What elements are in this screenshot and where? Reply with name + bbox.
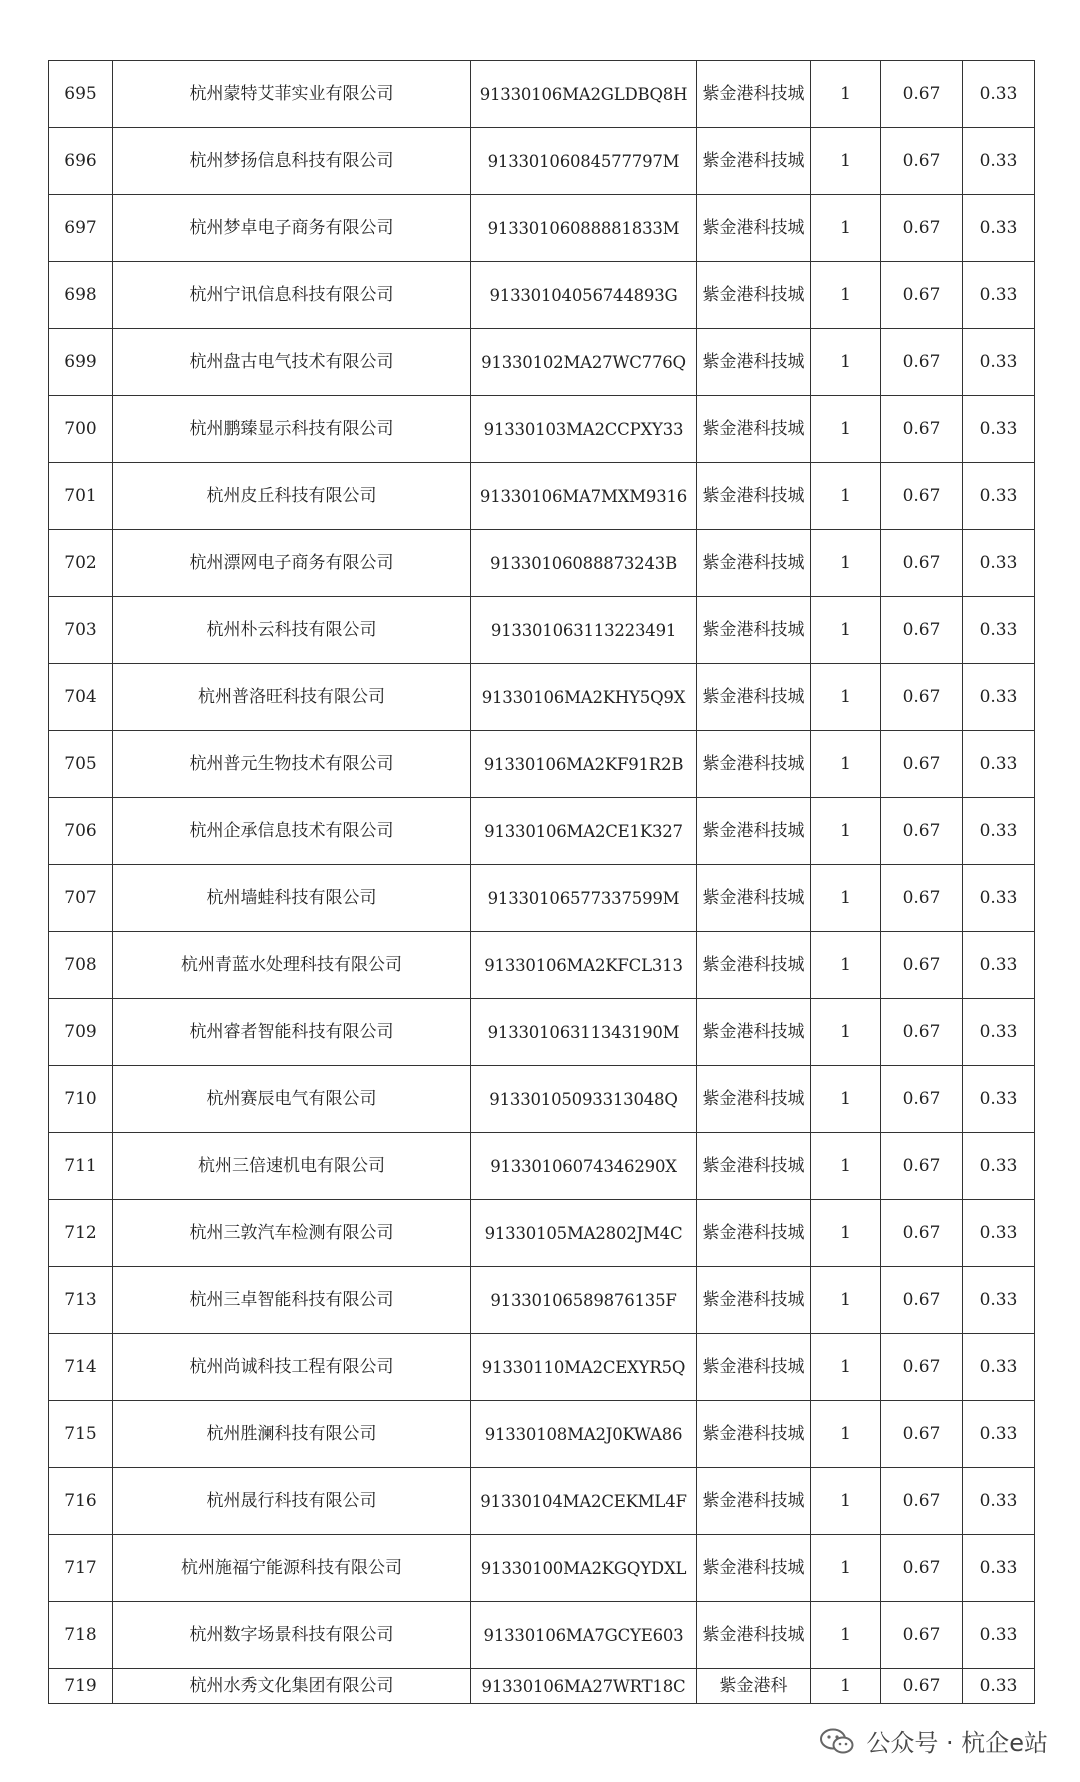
cell-zone: 紫金港科技城 bbox=[697, 1535, 811, 1602]
cell-number: 701 bbox=[49, 463, 113, 530]
cell-zone: 紫金港科技城 bbox=[697, 262, 811, 329]
cell-credit-code: 91330102MA27WC776Q bbox=[471, 329, 697, 396]
cell-value-1: 0.67 bbox=[881, 1066, 963, 1133]
cell-company-name: 杭州三卓智能科技有限公司 bbox=[113, 1267, 471, 1334]
cell-count: 1 bbox=[811, 999, 881, 1066]
cell-number: 695 bbox=[49, 61, 113, 128]
cell-number: 714 bbox=[49, 1334, 113, 1401]
cell-count: 1 bbox=[811, 1334, 881, 1401]
cell-value-1: 0.67 bbox=[881, 597, 963, 664]
cell-company-name: 杭州朴云科技有限公司 bbox=[113, 597, 471, 664]
cell-company-name: 杭州睿者智能科技有限公司 bbox=[113, 999, 471, 1066]
cell-company-name: 杭州三敦汽车检测有限公司 bbox=[113, 1200, 471, 1267]
table-row bbox=[49, 1401, 1035, 1468]
cell-zone: 紫金港科技城 bbox=[697, 1200, 811, 1267]
table-row bbox=[49, 664, 1035, 731]
cell-count: 1 bbox=[811, 1468, 881, 1535]
cell-value-1: 0.67 bbox=[881, 329, 963, 396]
cell-zone: 紫金港科技城 bbox=[697, 798, 811, 865]
cell-value-1: 0.67 bbox=[881, 530, 963, 597]
cell-value-2: 0.33 bbox=[963, 61, 1035, 128]
cell-company-name: 杭州普元生物技术有限公司 bbox=[113, 731, 471, 798]
cell-number: 703 bbox=[49, 597, 113, 664]
cell-credit-code: 91330104MA2CEKML4F bbox=[471, 1468, 697, 1535]
cell-number: 704 bbox=[49, 664, 113, 731]
cell-credit-code: 91330106MA2CE1K327 bbox=[471, 798, 697, 865]
cell-company-name: 杭州梦卓电子商务有限公司 bbox=[113, 195, 471, 262]
cell-number: 715 bbox=[49, 1401, 113, 1468]
table-row bbox=[49, 1267, 1035, 1334]
cell-value-1: 0.67 bbox=[881, 932, 963, 999]
cell-credit-code: 91330105093313048Q bbox=[471, 1066, 697, 1133]
cell-value-2: 0.33 bbox=[963, 195, 1035, 262]
cell-value-2: 0.33 bbox=[963, 396, 1035, 463]
cell-value-1: 0.67 bbox=[881, 731, 963, 798]
cell-value-2: 0.33 bbox=[963, 597, 1035, 664]
cell-zone: 紫金港科技城 bbox=[697, 1066, 811, 1133]
cell-company-name: 杭州梦扬信息科技有限公司 bbox=[113, 128, 471, 195]
cell-value-2: 0.33 bbox=[963, 999, 1035, 1066]
cell-count: 1 bbox=[811, 195, 881, 262]
cell-count: 1 bbox=[811, 1535, 881, 1602]
table-row bbox=[49, 195, 1035, 262]
cell-credit-code: 91330106MA7GCYE603 bbox=[471, 1602, 697, 1669]
cell-value-1: 0.67 bbox=[881, 798, 963, 865]
cell-company-name: 杭州漂网电子商务有限公司 bbox=[113, 530, 471, 597]
cell-number: 702 bbox=[49, 530, 113, 597]
cell-value-2: 0.33 bbox=[963, 1334, 1035, 1401]
cell-company-name: 杭州胜澜科技有限公司 bbox=[113, 1401, 471, 1468]
cell-credit-code: 91330106MA7MXM9316 bbox=[471, 463, 697, 530]
cell-count: 1 bbox=[811, 396, 881, 463]
cell-credit-code: 91330110MA2CEXYR5Q bbox=[471, 1334, 697, 1401]
cell-value-1: 0.67 bbox=[881, 262, 963, 329]
cell-zone: 紫金港科技城 bbox=[697, 128, 811, 195]
cell-zone: 紫金港科技城 bbox=[697, 1133, 811, 1200]
cell-value-2: 0.33 bbox=[963, 1267, 1035, 1334]
cell-value-2: 0.33 bbox=[963, 329, 1035, 396]
table-row bbox=[49, 999, 1035, 1066]
cell-count: 1 bbox=[811, 329, 881, 396]
cell-count: 1 bbox=[811, 262, 881, 329]
table-row bbox=[49, 1468, 1035, 1535]
wechat-icon bbox=[820, 1728, 854, 1754]
cell-number: 708 bbox=[49, 932, 113, 999]
cell-zone: 紫金港科技城 bbox=[697, 1267, 811, 1334]
cell-credit-code: 91330106074346290X bbox=[471, 1133, 697, 1200]
cell-count: 1 bbox=[811, 798, 881, 865]
cell-count: 1 bbox=[811, 1602, 881, 1669]
cell-credit-code: 91330106MA2KF91R2B bbox=[471, 731, 697, 798]
cell-credit-code: 91330106MA27WRT18C bbox=[471, 1669, 697, 1704]
cell-value-2: 0.33 bbox=[963, 664, 1035, 731]
table-row bbox=[49, 1334, 1035, 1401]
cell-zone: 紫金港科技城 bbox=[697, 999, 811, 1066]
cell-company-name: 杭州墙蛙科技有限公司 bbox=[113, 865, 471, 932]
cell-company-name: 杭州青蓝水处理科技有限公司 bbox=[113, 932, 471, 999]
cell-count: 1 bbox=[811, 128, 881, 195]
cell-value-2: 0.33 bbox=[963, 1066, 1035, 1133]
cell-value-1: 0.67 bbox=[881, 1602, 963, 1669]
cell-count: 1 bbox=[811, 597, 881, 664]
cell-credit-code: 91330106MA2GLDBQ8H bbox=[471, 61, 697, 128]
cell-value-2: 0.33 bbox=[963, 1468, 1035, 1535]
cell-value-2: 0.33 bbox=[963, 731, 1035, 798]
cell-credit-code: 91330106MA2KFCL313 bbox=[471, 932, 697, 999]
table-row bbox=[49, 932, 1035, 999]
cell-value-2: 0.33 bbox=[963, 1669, 1035, 1704]
cell-count: 1 bbox=[811, 530, 881, 597]
cell-count: 1 bbox=[811, 865, 881, 932]
cell-number: 718 bbox=[49, 1602, 113, 1669]
cell-value-1: 0.67 bbox=[881, 396, 963, 463]
cell-credit-code: 91330106084577797M bbox=[471, 128, 697, 195]
table-row bbox=[49, 597, 1035, 664]
cell-count: 1 bbox=[811, 731, 881, 798]
cell-value-1: 0.67 bbox=[881, 61, 963, 128]
cell-company-name: 杭州施福宁能源科技有限公司 bbox=[113, 1535, 471, 1602]
cell-value-2: 0.33 bbox=[963, 1200, 1035, 1267]
cell-credit-code: 91330104056744893G bbox=[471, 262, 697, 329]
cell-credit-code: 91330103MA2CCPXY33 bbox=[471, 396, 697, 463]
cell-number: 707 bbox=[49, 865, 113, 932]
cell-company-name: 杭州数字场景科技有限公司 bbox=[113, 1602, 471, 1669]
cell-number: 700 bbox=[49, 396, 113, 463]
cell-zone: 紫金港科技城 bbox=[697, 329, 811, 396]
cell-count: 1 bbox=[811, 1066, 881, 1133]
cell-count: 1 bbox=[811, 1267, 881, 1334]
cell-value-1: 0.67 bbox=[881, 195, 963, 262]
cell-zone: 紫金港科技城 bbox=[697, 61, 811, 128]
cell-number: 697 bbox=[49, 195, 113, 262]
cell-count: 1 bbox=[811, 1200, 881, 1267]
cell-value-1: 0.67 bbox=[881, 664, 963, 731]
cell-zone: 紫金港科技城 bbox=[697, 396, 811, 463]
cell-number: 712 bbox=[49, 1200, 113, 1267]
cell-count: 1 bbox=[811, 1133, 881, 1200]
cell-zone: 紫金港科技城 bbox=[697, 1334, 811, 1401]
table-row bbox=[49, 1066, 1035, 1133]
cell-company-name: 杭州赛辰电气有限公司 bbox=[113, 1066, 471, 1133]
cell-credit-code: 91330105MA2802JM4C bbox=[471, 1200, 697, 1267]
cell-count: 1 bbox=[811, 463, 881, 530]
cell-zone: 紫金港科技城 bbox=[697, 865, 811, 932]
cell-zone: 紫金港科技城 bbox=[697, 664, 811, 731]
cell-zone: 紫金港科技城 bbox=[697, 195, 811, 262]
cell-value-1: 0.67 bbox=[881, 1133, 963, 1200]
cell-value-1: 0.67 bbox=[881, 1401, 963, 1468]
cell-company-name: 杭州三倍速机电有限公司 bbox=[113, 1133, 471, 1200]
cell-company-name: 杭州蒙特艾菲实业有限公司 bbox=[113, 61, 471, 128]
cell-value-1: 0.67 bbox=[881, 1267, 963, 1334]
table-body bbox=[49, 61, 1035, 1704]
cell-number: 717 bbox=[49, 1535, 113, 1602]
cell-value-1: 0.67 bbox=[881, 128, 963, 195]
cell-number: 698 bbox=[49, 262, 113, 329]
cell-credit-code: 91330106088873243B bbox=[471, 530, 697, 597]
table-row bbox=[49, 128, 1035, 195]
cell-credit-code: 91330106589876135F bbox=[471, 1267, 697, 1334]
watermark bbox=[820, 1723, 1048, 1758]
cell-company-name: 杭州普洛旺科技有限公司 bbox=[113, 664, 471, 731]
cell-value-1: 0.67 bbox=[881, 1468, 963, 1535]
cell-zone: 紫金港科技城 bbox=[697, 932, 811, 999]
cell-value-2: 0.33 bbox=[963, 865, 1035, 932]
cell-number: 713 bbox=[49, 1267, 113, 1334]
cell-credit-code: 91330106311343190M bbox=[471, 999, 697, 1066]
cell-credit-code: 91330106088881833M bbox=[471, 195, 697, 262]
cell-credit-code: 91330108MA2J0KWA86 bbox=[471, 1401, 697, 1468]
cell-value-2: 0.33 bbox=[963, 1602, 1035, 1669]
cell-value-2: 0.33 bbox=[963, 128, 1035, 195]
cell-value-1: 0.67 bbox=[881, 1535, 963, 1602]
cell-value-2: 0.33 bbox=[963, 1133, 1035, 1200]
table-row bbox=[49, 61, 1035, 128]
table-row bbox=[49, 731, 1035, 798]
cell-count: 1 bbox=[811, 1669, 881, 1704]
cell-company-name: 杭州企承信息技术有限公司 bbox=[113, 798, 471, 865]
table-row bbox=[49, 1133, 1035, 1200]
cell-number: 709 bbox=[49, 999, 113, 1066]
watermark-text: 公众号 · 杭企e站 bbox=[866, 1729, 1048, 1757]
table-row bbox=[49, 798, 1035, 865]
cell-credit-code: 913301063113223491 bbox=[471, 597, 697, 664]
cell-number: 716 bbox=[49, 1468, 113, 1535]
cell-zone: 紫金港科技城 bbox=[697, 530, 811, 597]
cell-number: 711 bbox=[49, 1133, 113, 1200]
cell-number: 706 bbox=[49, 798, 113, 865]
cell-count: 1 bbox=[811, 664, 881, 731]
cell-zone: 紫金港科技城 bbox=[697, 1401, 811, 1468]
cell-number: 705 bbox=[49, 731, 113, 798]
table-row bbox=[49, 262, 1035, 329]
table-row bbox=[49, 329, 1035, 396]
cell-number: 699 bbox=[49, 329, 113, 396]
table-row bbox=[49, 1535, 1035, 1602]
cell-value-2: 0.33 bbox=[963, 463, 1035, 530]
cell-value-2: 0.33 bbox=[963, 798, 1035, 865]
cell-value-1: 0.67 bbox=[881, 865, 963, 932]
table-row bbox=[49, 1602, 1035, 1669]
cell-company-name: 杭州皮丘科技有限公司 bbox=[113, 463, 471, 530]
table-row bbox=[49, 530, 1035, 597]
cell-value-2: 0.33 bbox=[963, 1535, 1035, 1602]
cell-zone: 紫金港科技城 bbox=[697, 1468, 811, 1535]
cell-number: 696 bbox=[49, 128, 113, 195]
company-list-table bbox=[48, 60, 1035, 1704]
cell-credit-code: 91330100MA2KGQYDXL bbox=[471, 1535, 697, 1602]
cell-credit-code: 91330106577337599M bbox=[471, 865, 697, 932]
cell-count: 1 bbox=[811, 1401, 881, 1468]
cell-value-1: 0.67 bbox=[881, 463, 963, 530]
cell-company-name: 杭州盘古电气技术有限公司 bbox=[113, 329, 471, 396]
cell-company-name: 杭州宁讯信息科技有限公司 bbox=[113, 262, 471, 329]
cell-count: 1 bbox=[811, 61, 881, 128]
cell-number: 719 bbox=[49, 1669, 113, 1704]
cell-count: 1 bbox=[811, 932, 881, 999]
table-row bbox=[49, 1669, 1035, 1704]
table-row bbox=[49, 396, 1035, 463]
cell-zone: 紫金港科技城 bbox=[697, 1602, 811, 1669]
cell-zone: 紫金港科 bbox=[697, 1669, 811, 1704]
cell-value-1: 0.67 bbox=[881, 1669, 963, 1704]
cell-credit-code: 91330106MA2KHY5Q9X bbox=[471, 664, 697, 731]
cell-company-name: 杭州水秀文化集团有限公司 bbox=[113, 1669, 471, 1704]
table-row bbox=[49, 865, 1035, 932]
cell-value-2: 0.33 bbox=[963, 530, 1035, 597]
cell-company-name: 杭州鹏臻显示科技有限公司 bbox=[113, 396, 471, 463]
table-row bbox=[49, 463, 1035, 530]
cell-value-2: 0.33 bbox=[963, 1401, 1035, 1468]
cell-value-2: 0.33 bbox=[963, 262, 1035, 329]
cell-company-name: 杭州晟行科技有限公司 bbox=[113, 1468, 471, 1535]
cell-zone: 紫金港科技城 bbox=[697, 597, 811, 664]
cell-company-name: 杭州尚诚科技工程有限公司 bbox=[113, 1334, 471, 1401]
cell-value-1: 0.67 bbox=[881, 1334, 963, 1401]
cell-value-1: 0.67 bbox=[881, 999, 963, 1066]
cell-value-2: 0.33 bbox=[963, 932, 1035, 999]
cell-zone: 紫金港科技城 bbox=[697, 463, 811, 530]
table-row bbox=[49, 1200, 1035, 1267]
cell-zone: 紫金港科技城 bbox=[697, 731, 811, 798]
cell-number: 710 bbox=[49, 1066, 113, 1133]
cell-value-1: 0.67 bbox=[881, 1200, 963, 1267]
